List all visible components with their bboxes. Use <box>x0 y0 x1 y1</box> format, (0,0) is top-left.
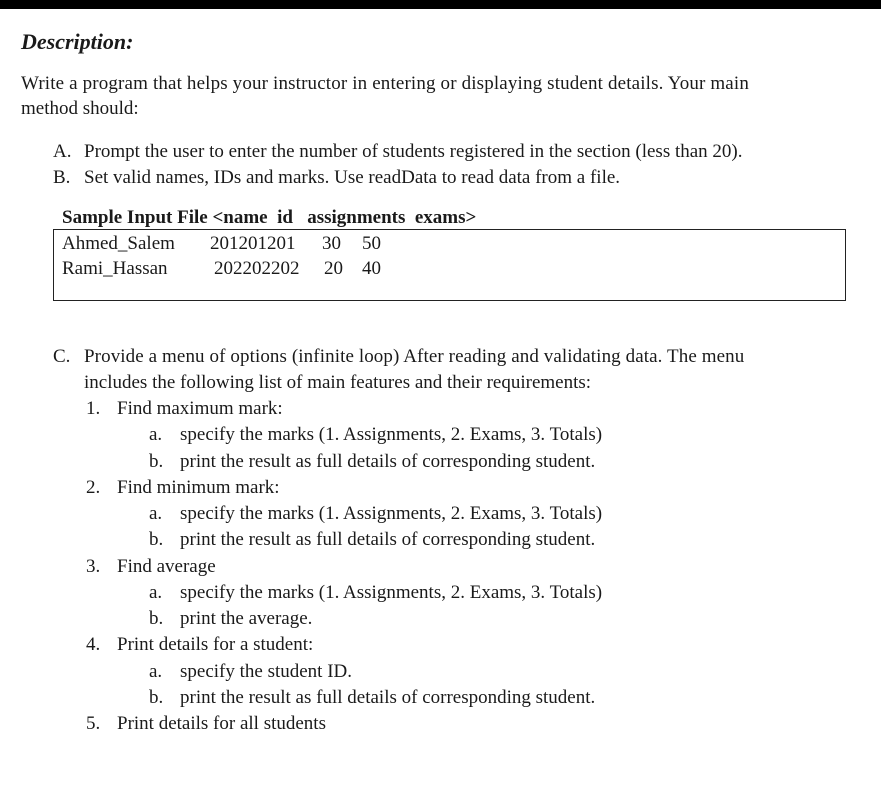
feature-1-sub-a-text: specify the marks (1. Assignments, 2. Exams, 3. Totals) <box>180 424 603 445</box>
feature-4-title: Print details for a student: <box>117 634 314 655</box>
feature-4-sub-a-marker: a. <box>149 661 163 682</box>
intro-line-1: Write a program that helps your instructor in entering or displaying student details. Your main <box>21 73 749 94</box>
sample-row-2-id: 202202202 <box>214 258 300 279</box>
sample-file-header: Sample Input File <name id assignments exams> <box>62 207 477 228</box>
feature-1-title: Find maximum mark: <box>117 398 283 419</box>
feature-3-sub-a-text: specify the marks (1. Assignments, 2. Exams, 3. Totals) <box>180 582 603 603</box>
item-b-marker: B. <box>53 167 71 188</box>
sample-row-1-id: 201201201 <box>210 233 296 254</box>
sample-row-1-assignments: 30 <box>322 233 341 254</box>
feature-1-sub-a-marker: a. <box>149 424 163 445</box>
feature-3-sub-b-text: print the average. <box>180 608 313 629</box>
item-a-marker: A. <box>53 141 72 162</box>
feature-1-sub-b-text: print the result as full details of corresponding student. <box>180 451 596 472</box>
feature-5-title: Print details for all students <box>117 713 326 734</box>
sample-row-2-assignments: 20 <box>324 258 343 279</box>
feature-4-number: 4. <box>86 634 101 655</box>
feature-5-number: 5. <box>86 713 101 734</box>
sample-row-1-name: Ahmed_Salem <box>62 233 175 254</box>
feature-4-sub-a-text: specify the student ID. <box>180 661 353 682</box>
sample-row-1-exams: 50 <box>362 233 381 254</box>
feature-3-title: Find average <box>117 556 216 577</box>
feature-3-sub-b-marker: b. <box>149 608 164 629</box>
feature-2-number: 2. <box>86 477 101 498</box>
feature-1-number: 1. <box>86 398 101 419</box>
feature-3-sub-a-marker: a. <box>149 582 163 603</box>
feature-1-sub-b-marker: b. <box>149 451 164 472</box>
top-border <box>0 0 881 9</box>
feature-2-sub-a-text: specify the marks (1. Assignments, 2. Exams, 3. Totals) <box>180 503 603 524</box>
description-heading: Description: <box>21 29 134 54</box>
item-c-line-1: Provide a menu of options (infinite loop) After reading and validating data. The menu <box>84 346 745 367</box>
intro-line-2: method should: <box>21 98 139 119</box>
feature-4-sub-b-marker: b. <box>149 687 164 708</box>
item-c-line-2: includes the following list of main features and their requirements: <box>84 372 592 393</box>
sample-row-2-name: Rami_Hassan <box>62 258 168 279</box>
feature-2-title: Find minimum mark: <box>117 477 280 498</box>
item-a-text: Prompt the user to enter the number of students registered in the section (less than 20). <box>84 141 743 162</box>
item-b-text: Set valid names, IDs and marks. Use readData to read data from a file. <box>84 167 621 188</box>
feature-3-number: 3. <box>86 556 101 577</box>
item-c-marker: C. <box>53 346 71 367</box>
sample-row-2-exams: 40 <box>362 258 381 279</box>
feature-2-sub-b-marker: b. <box>149 529 164 550</box>
sample-file-box <box>53 229 846 301</box>
feature-2-sub-b-text: print the result as full details of corresponding student. <box>180 529 596 550</box>
feature-2-sub-a-marker: a. <box>149 503 163 524</box>
feature-4-sub-b-text: print the result as full details of corresponding student. <box>180 687 596 708</box>
